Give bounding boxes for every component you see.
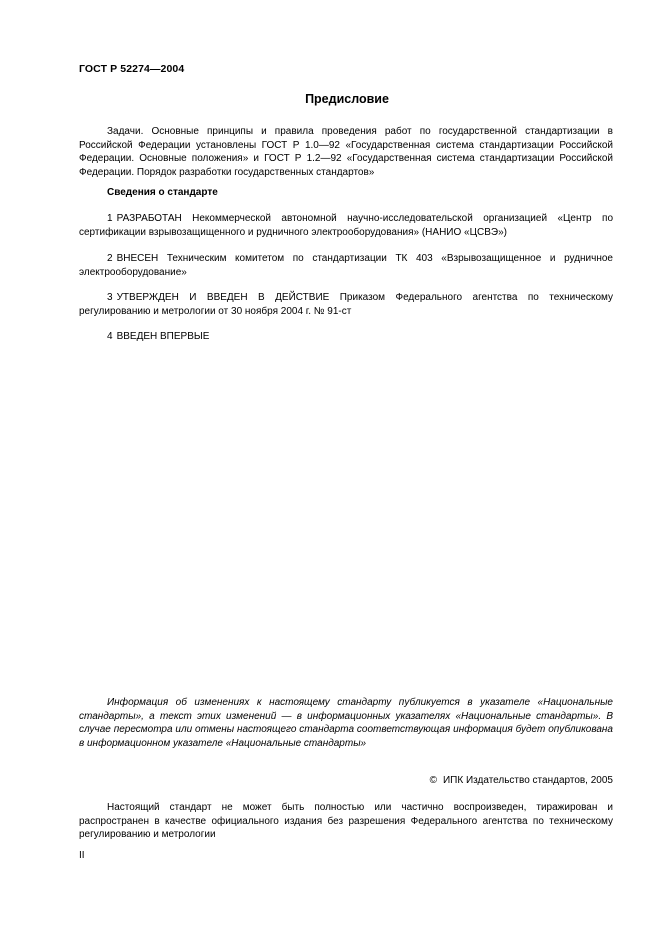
info-item-2: [79, 252, 613, 279]
item-number: 1: [107, 213, 113, 224]
info-item-3: [79, 291, 613, 318]
copyright-text: ИПК Издательство стандартов, 2005: [442, 775, 613, 786]
item-text: РАЗРАБОТАН Некоммерческой автономной научно-исследовательской организацией «Центр по сертификации взрывозащищенного и рудничного электрооборудования» (НАНИО «ЦСВЭ»): [79, 213, 613, 238]
info-item-4: [79, 330, 613, 344]
item-text: ВНЕСЕН Техническим комитетом по стандартизации ТК 403 «Взрывозащищенное и рудничное электрооборудование»: [79, 253, 613, 278]
page-title-text: Предисловие: [305, 92, 389, 106]
page-title: [79, 93, 613, 107]
info-item-1: [79, 212, 613, 239]
copyright-line: [430, 774, 613, 788]
page-number: II: [79, 850, 85, 861]
document-code: ГОСТ Р 52274—2004: [79, 63, 185, 75]
amendments-notice: Информация об изменениях к настоящему стандарту публикуется в указателе «Национальные стандарты», а текст этих изменений — в информационных указателях «Национальные стандарты». В случае пересмотра или отмены настоящего стандарта соответствующая информация будет опубликована в информационном указателе «Национальные стандарты»: [79, 697, 613, 749]
item-number: 2: [107, 253, 113, 264]
item-number: 4: [107, 331, 113, 342]
item-text: УТВЕРЖДЕН И ВВЕДЕН В ДЕЙСТВИЕ Приказом Федерального агентства по техническому регулированию и метрологии от 30 ноября 2004 г. № 91-ст: [79, 292, 613, 317]
copyright-icon: ©: [429, 775, 437, 786]
section-heading: Сведения о стандарте: [107, 187, 218, 198]
item-number: 3: [107, 292, 113, 303]
item-text: ВВЕДЕН ВПЕРВЫЕ: [116, 331, 210, 342]
intro-paragraph: Задачи. Основные принципы и правила проведения работ по государственной стандартизации в Российской Федерации установлены ГОСТ Р 1.0—92 «Государственная система стандартизации Российской Федерации. Основные положения» и ГОСТ Р 1.2—92 «Государственная система стандартизации Российской Федерации. Порядок разработки государственных стандартов»: [79, 126, 613, 178]
reproduction-notice: Настоящий стандарт не может быть полностью или частично воспроизведен, тиражирован и распространен в качестве официального издания без разрешения Федерального агентства по техническому регулированию и метрологии: [79, 802, 613, 840]
